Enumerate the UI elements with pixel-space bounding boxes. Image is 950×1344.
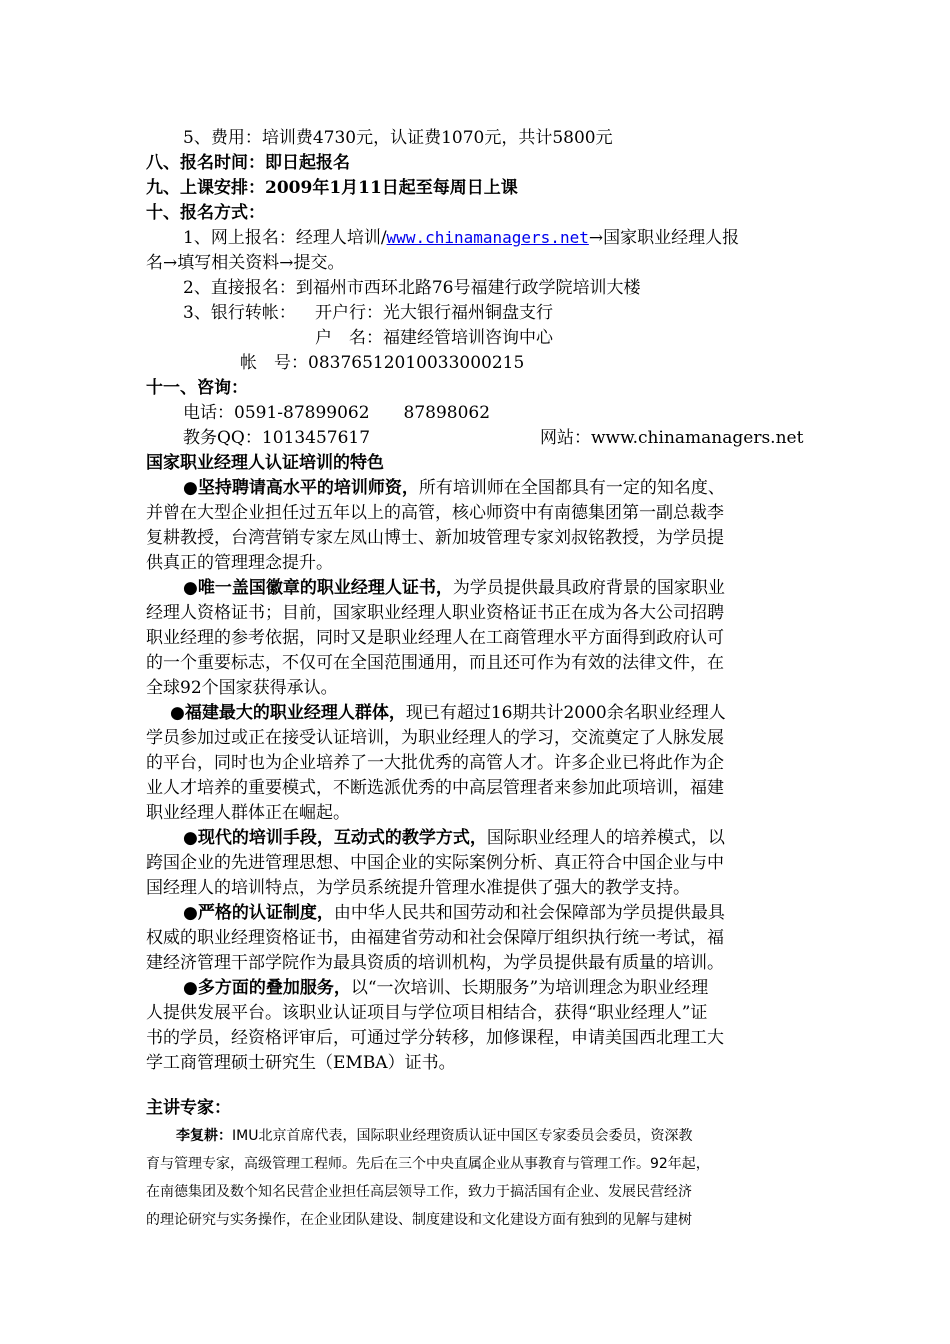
expert-text: 在南德集团及数个知名民营企业担任高层领导工作，致力于搞活国有企业、发展民营经济 — [146, 1184, 692, 1200]
fee-prefix: 5、费用：培训费 — [183, 128, 313, 148]
feature-text: 为学员提供最具政府背景的国家职业 — [452, 578, 725, 598]
expert-text: 的理论研究与实务操作，在企业团队建设、制度建设和文化建设方面有独到的见解与建树 — [146, 1212, 692, 1228]
features-line — [146, 926, 724, 950]
features-line — [183, 576, 725, 600]
consult-phone: 电话：0591-87899062 87898062 — [183, 403, 491, 423]
feature-heading: ●福建最大的职业经理人群体， — [170, 703, 406, 723]
expert-line — [146, 1150, 710, 1178]
feature-text: 由中华人民共和国劳动和社会保障部为学员提供最具 — [333, 903, 725, 923]
features-line — [146, 651, 724, 675]
feature-text: 建经济管理干部学院作为最具资质的培训机构，为学员提供最有质量的培训。 — [146, 953, 724, 973]
fee-text: 元，认证费 — [356, 128, 442, 148]
features-line — [146, 526, 724, 550]
feature-text: 以“一次培训、长期服务”为培训理念为职业经理 — [350, 978, 709, 998]
features-line — [146, 951, 724, 975]
features-line — [146, 501, 724, 525]
bank-account-name: 户 名：福建经管培训咨询中心 — [315, 328, 553, 348]
feature-text: 并曾在大型企业担任过五年以上的高管，核心师资中有南德集团第一副总裁李 — [146, 503, 724, 523]
expert-text: IMU北京首席代表，国际职业经理资质认证中国区专家委员会委员，资深教 — [232, 1128, 693, 1144]
bank-account-number: 帐 号：08376512010033000215 — [240, 353, 525, 373]
feature-heading: ●坚持聘请高水平的培训师资， — [183, 478, 419, 498]
features-line — [146, 601, 724, 625]
section-9-heading: 九、上课安排：2009年1月11日起至每周日上课 — [146, 178, 518, 198]
feature-text: 跨国企业的先进管理思想、中国企业的实际案例分析、真正符合中国企业与中 — [146, 853, 724, 873]
feature-text: 的平台，同时也为企业培养了一大批优秀的高管人才。许多企业已将此作为企 — [146, 753, 724, 773]
features-line — [146, 676, 338, 700]
features-line — [146, 776, 724, 800]
features-line — [146, 551, 333, 575]
feature-text: 复耕教授，台湾营销专家左凤山博士、新加坡管理专家刘叔铭教授，为学员提 — [146, 528, 724, 548]
feature-text: 经理人资格证书；目前，国家职业经理人职业资格证书正在成为各大公司招聘 — [146, 603, 724, 623]
expert-line — [176, 1122, 692, 1150]
expert-text: 育与管理专家，高级管理工程师。先后在三个中央直属企业从事教育与管理工作。92年起， — [146, 1156, 710, 1172]
feature-text: 学工商管理硕士研究生（EMBA）证书。 — [146, 1053, 456, 1073]
feature-text: 书的学员，经资格评审后，可通过学分转移，加修课程，申请美国西北理工大 — [146, 1028, 724, 1048]
section-10-heading: 十、报名方式： — [146, 203, 265, 223]
features-line — [146, 801, 350, 825]
features-line — [146, 1026, 724, 1050]
section-8-heading: 八、报名时间：即日起报名 — [146, 153, 350, 173]
expert-name: 李复耕： — [176, 1128, 232, 1144]
features-line — [183, 976, 708, 1000]
consult-site: 网站：www.chinamanagers.net — [540, 428, 804, 448]
feature-text: 的一个重要标志，不仅可在全国范围通用，而且还可作为有效的法律文件，在 — [146, 653, 724, 673]
cert-fee: 1070 — [441, 128, 485, 148]
features-line — [183, 476, 725, 500]
features-line — [183, 901, 725, 925]
online-steps: →国家职业经理人报 — [588, 228, 740, 248]
features-line — [146, 1051, 456, 1075]
feature-heading: ●多方面的叠加服务， — [183, 978, 351, 998]
feature-text: 学员参加过或正在接受认证培训，为职业经理人的学习，交流奠定了人脉发展 — [146, 728, 724, 748]
feature-text: 国际职业经理人的培养模式，以 — [486, 828, 725, 848]
online-label: 1、网上报名：经理人培训/ — [183, 228, 387, 248]
feature-heading: ●严格的认证制度， — [183, 903, 334, 923]
training-fee: 4730 — [312, 128, 357, 148]
feature-text: 权威的职业经理资格证书，由福建省劳动和社会保障厅组织执行统一考试，福 — [146, 928, 724, 948]
feature-text: 所有培训师在全国都具有一定的知名度、 — [418, 478, 725, 498]
direct-registration: 2、直接报名：到福州市西环北路76号福建行政学院培训大楼 — [183, 278, 641, 298]
online-steps-cont: 名→填写相关资料→提交。 — [146, 253, 345, 273]
online-registration — [183, 226, 739, 250]
website-link[interactable]: www.chinamanagers.net — [386, 228, 589, 247]
features-line — [146, 626, 724, 650]
features-line — [183, 826, 725, 850]
features-line — [170, 701, 726, 725]
features-line — [146, 751, 724, 775]
expert-line — [146, 1178, 692, 1206]
fee-line — [183, 126, 613, 150]
feature-text: 人提供发展平台。该职业认证项目与学位项目相结合，获得“职业经理人”证 — [146, 1003, 708, 1023]
feature-text: 全球92个国家获得承认。 — [146, 678, 338, 698]
features-line — [146, 876, 690, 900]
bank-label: 3、银行转帐： — [183, 303, 296, 323]
feature-text: 业人才培养的重要模式，不断选派优秀的中高层管理者来参加此项培训，福建 — [146, 778, 724, 798]
features-line — [146, 1001, 707, 1025]
feature-heading: ●现代的培训手段，互动式的教学方式， — [183, 828, 487, 848]
feature-text: 国经理人的培训特点，为学员系统提升管理水准提供了强大的教学支持。 — [146, 878, 690, 898]
fee-text: 元，共计 — [484, 128, 553, 148]
feature-text: 职业经理的参考依据，同时又是职业经理人在工商管理水平方面得到政府认可 — [146, 628, 724, 648]
section-11-heading: 十一、咨询： — [146, 378, 248, 398]
bank-open: 开户行：光大银行福州铜盘支行 — [315, 303, 553, 323]
feature-text: 供真正的管理理念提升。 — [146, 553, 333, 573]
expert-line — [146, 1206, 692, 1234]
features-line — [146, 851, 724, 875]
features-title: 国家职业经理人认证培训的特色 — [146, 453, 384, 473]
fee-suffix: 元 — [595, 128, 613, 148]
feature-text: 职业经理人群体正在崛起。 — [146, 803, 350, 823]
feature-text: 现已有超过16期共计2000余名职业经理人 — [405, 703, 726, 723]
total-fee: 5800 — [552, 128, 596, 148]
consult-qq: 教务QQ：1013457617 — [183, 428, 371, 448]
experts-title: 主讲专家： — [146, 1098, 231, 1118]
features-line — [146, 726, 724, 750]
feature-heading: ●唯一盖国徽章的职业经理人证书， — [183, 578, 453, 598]
